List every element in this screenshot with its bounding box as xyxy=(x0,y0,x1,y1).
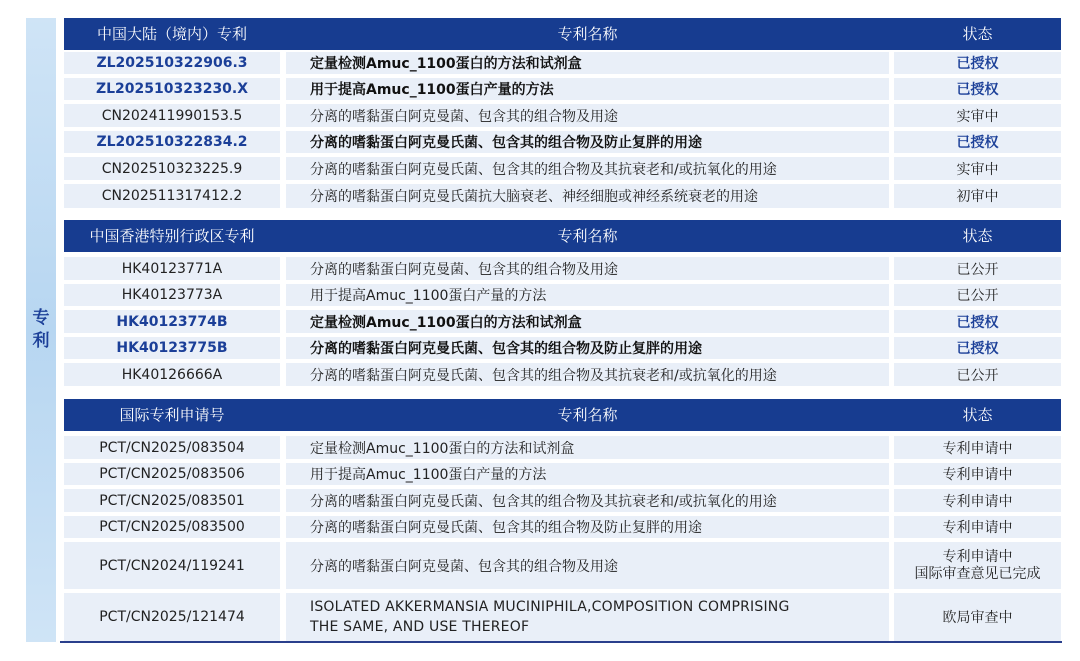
header-col-name: 专利名称 xyxy=(557,406,618,424)
name-line: ISOLATED AKKERMANSIA MUCINIPHILA,COMPOSITION COMPRISING xyxy=(310,599,790,615)
patent-name xyxy=(286,593,889,641)
patent-id: CN202510323225.9 xyxy=(64,157,280,180)
patent-status: 实审中 xyxy=(894,104,1061,127)
patent-id: PCT/CN2025/083506 xyxy=(64,463,280,485)
header-col-status: 状态 xyxy=(962,25,993,43)
header-col-id: 国际专利申请号 xyxy=(119,406,225,424)
status-line: 国际审查意见已完成 xyxy=(914,565,1041,582)
table-row xyxy=(64,308,1061,335)
table-row xyxy=(64,514,1061,540)
patent-status: 已授权 xyxy=(894,310,1061,333)
header-col-status: 状态 xyxy=(962,406,993,424)
side-label-char: 专 xyxy=(32,308,50,328)
patent-id: ZL202510323230.X xyxy=(64,78,280,100)
patent-status: 已公开 xyxy=(894,284,1061,306)
table-row xyxy=(64,540,1061,591)
patent-status xyxy=(894,542,1061,589)
patent-id: HK40123775B xyxy=(64,337,280,359)
patent-id: PCT/CN2025/083501 xyxy=(64,489,280,512)
patent-id: HK40123771A xyxy=(64,257,280,280)
table-row xyxy=(64,487,1061,514)
table-header xyxy=(64,18,1061,50)
patent-status: 初审中 xyxy=(894,184,1061,208)
patent-status: 专利申请中 xyxy=(894,436,1061,459)
patent-status: 欧局审查中 xyxy=(894,593,1061,641)
patent-status: 已公开 xyxy=(894,257,1061,280)
patent-name: 分离的嗜黏蛋白阿克曼菌、包含其的组合物及用途 xyxy=(286,542,889,589)
patent-name: 分离的嗜黏蛋白阿克曼菌、包含其的组合物及用途 xyxy=(286,104,889,127)
section-mainland xyxy=(64,18,1061,210)
patent-id: ZL202510322906.3 xyxy=(64,52,280,74)
patent-status: 实审中 xyxy=(894,157,1061,180)
patent-name: 分离的嗜黏蛋白阿克曼菌、包含其的组合物及用途 xyxy=(286,257,889,280)
status-line: 专利申请中 xyxy=(942,548,1013,565)
table-header xyxy=(64,220,1061,252)
patent-name: 分离的嗜黏蛋白阿克曼氏菌、包含其的组合物及其抗衰老和/或抗氧化的用途 xyxy=(286,363,889,386)
header-col-name: 专利名称 xyxy=(557,227,618,245)
patent-name: 分离的嗜黏蛋白阿克曼氏菌、包含其的组合物及其抗衰老和/或抗氧化的用途 xyxy=(286,489,889,512)
patent-name: 定量检测Amuc_1100蛋白的方法和试剂盒 xyxy=(286,436,889,459)
patent-id: ZL202510322834.2 xyxy=(64,131,280,153)
patent-id: PCT/CN2025/121474 xyxy=(64,593,280,641)
patent-status: 专利申请中 xyxy=(894,489,1061,512)
table-row xyxy=(64,434,1061,461)
patent-status: 专利申请中 xyxy=(894,463,1061,485)
patent-name: 分离的嗜黏蛋白阿克曼氏菌、包含其的组合物及防止复胖的用途 xyxy=(286,131,889,153)
table-row xyxy=(64,182,1061,210)
patent-id: HK40123774B xyxy=(64,310,280,333)
name-line: THE SAME, AND USE THEREOF xyxy=(310,619,530,635)
patent-id: PCT/CN2024/119241 xyxy=(64,542,280,589)
patent-status: 已授权 xyxy=(894,52,1061,74)
patent-name: 用于提高Amuc_1100蛋白产量的方法 xyxy=(286,78,889,100)
bottom-divider xyxy=(60,641,1062,643)
patent-name: 定量检测Amuc_1100蛋白的方法和试剂盒 xyxy=(286,310,889,333)
patent-name: 定量检测Amuc_1100蛋白的方法和试剂盒 xyxy=(286,52,889,74)
table-row xyxy=(64,50,1061,76)
table-row xyxy=(64,102,1061,129)
table-row xyxy=(64,282,1061,308)
table-row xyxy=(64,255,1061,282)
patent-id: PCT/CN2025/083500 xyxy=(64,516,280,538)
patent-name: 分离的嗜黏蛋白阿克曼氏菌、包含其的组合物及防止复胖的用途 xyxy=(286,516,889,538)
table-row xyxy=(64,76,1061,102)
patent-status: 已公开 xyxy=(894,363,1061,386)
patent-id: CN202411990153.5 xyxy=(64,104,280,127)
table-row xyxy=(64,129,1061,155)
patent-id: HK40126666A xyxy=(64,363,280,386)
patent-id: HK40123773A xyxy=(64,284,280,306)
side-label-char: 利 xyxy=(32,331,50,351)
patent-status: 已授权 xyxy=(894,78,1061,100)
header-col-status: 状态 xyxy=(962,227,993,245)
table-row xyxy=(64,361,1061,388)
patent-status: 已授权 xyxy=(894,131,1061,153)
table-row xyxy=(64,591,1061,643)
patent-name: 分离的嗜黏蛋白阿克曼氏菌、包含其的组合物及其抗衰老和/或抗氧化的用途 xyxy=(286,157,889,180)
table-header xyxy=(64,399,1061,431)
section-hongkong xyxy=(64,220,1061,388)
patent-name: 用于提高Amuc_1100蛋白产量的方法 xyxy=(286,284,889,306)
table-row xyxy=(64,335,1061,361)
header-col-id: 中国香港特别行政区专利 xyxy=(89,227,255,245)
side-label xyxy=(26,307,56,353)
section-international xyxy=(64,399,1061,643)
table-row xyxy=(64,461,1061,487)
patent-name: 用于提高Amuc_1100蛋白产量的方法 xyxy=(286,463,889,485)
header-col-name: 专利名称 xyxy=(557,25,618,43)
patent-status: 专利申请中 xyxy=(894,516,1061,538)
patent-id: CN202511317412.2 xyxy=(64,184,280,208)
patent-name: 分离的嗜黏蛋白阿克曼氏菌、包含其的组合物及防止复胖的用途 xyxy=(286,337,889,359)
table-row xyxy=(64,155,1061,182)
patent-name: 分离的嗜黏蛋白阿克曼氏菌抗大脑衰老、神经细胞或神经系统衰老的用途 xyxy=(286,184,889,208)
patent-id: PCT/CN2025/083504 xyxy=(64,436,280,459)
patent-status: 已授权 xyxy=(894,337,1061,359)
header-col-id: 中国大陆（境内）专利 xyxy=(96,25,247,43)
patent-side-tab xyxy=(26,18,56,642)
